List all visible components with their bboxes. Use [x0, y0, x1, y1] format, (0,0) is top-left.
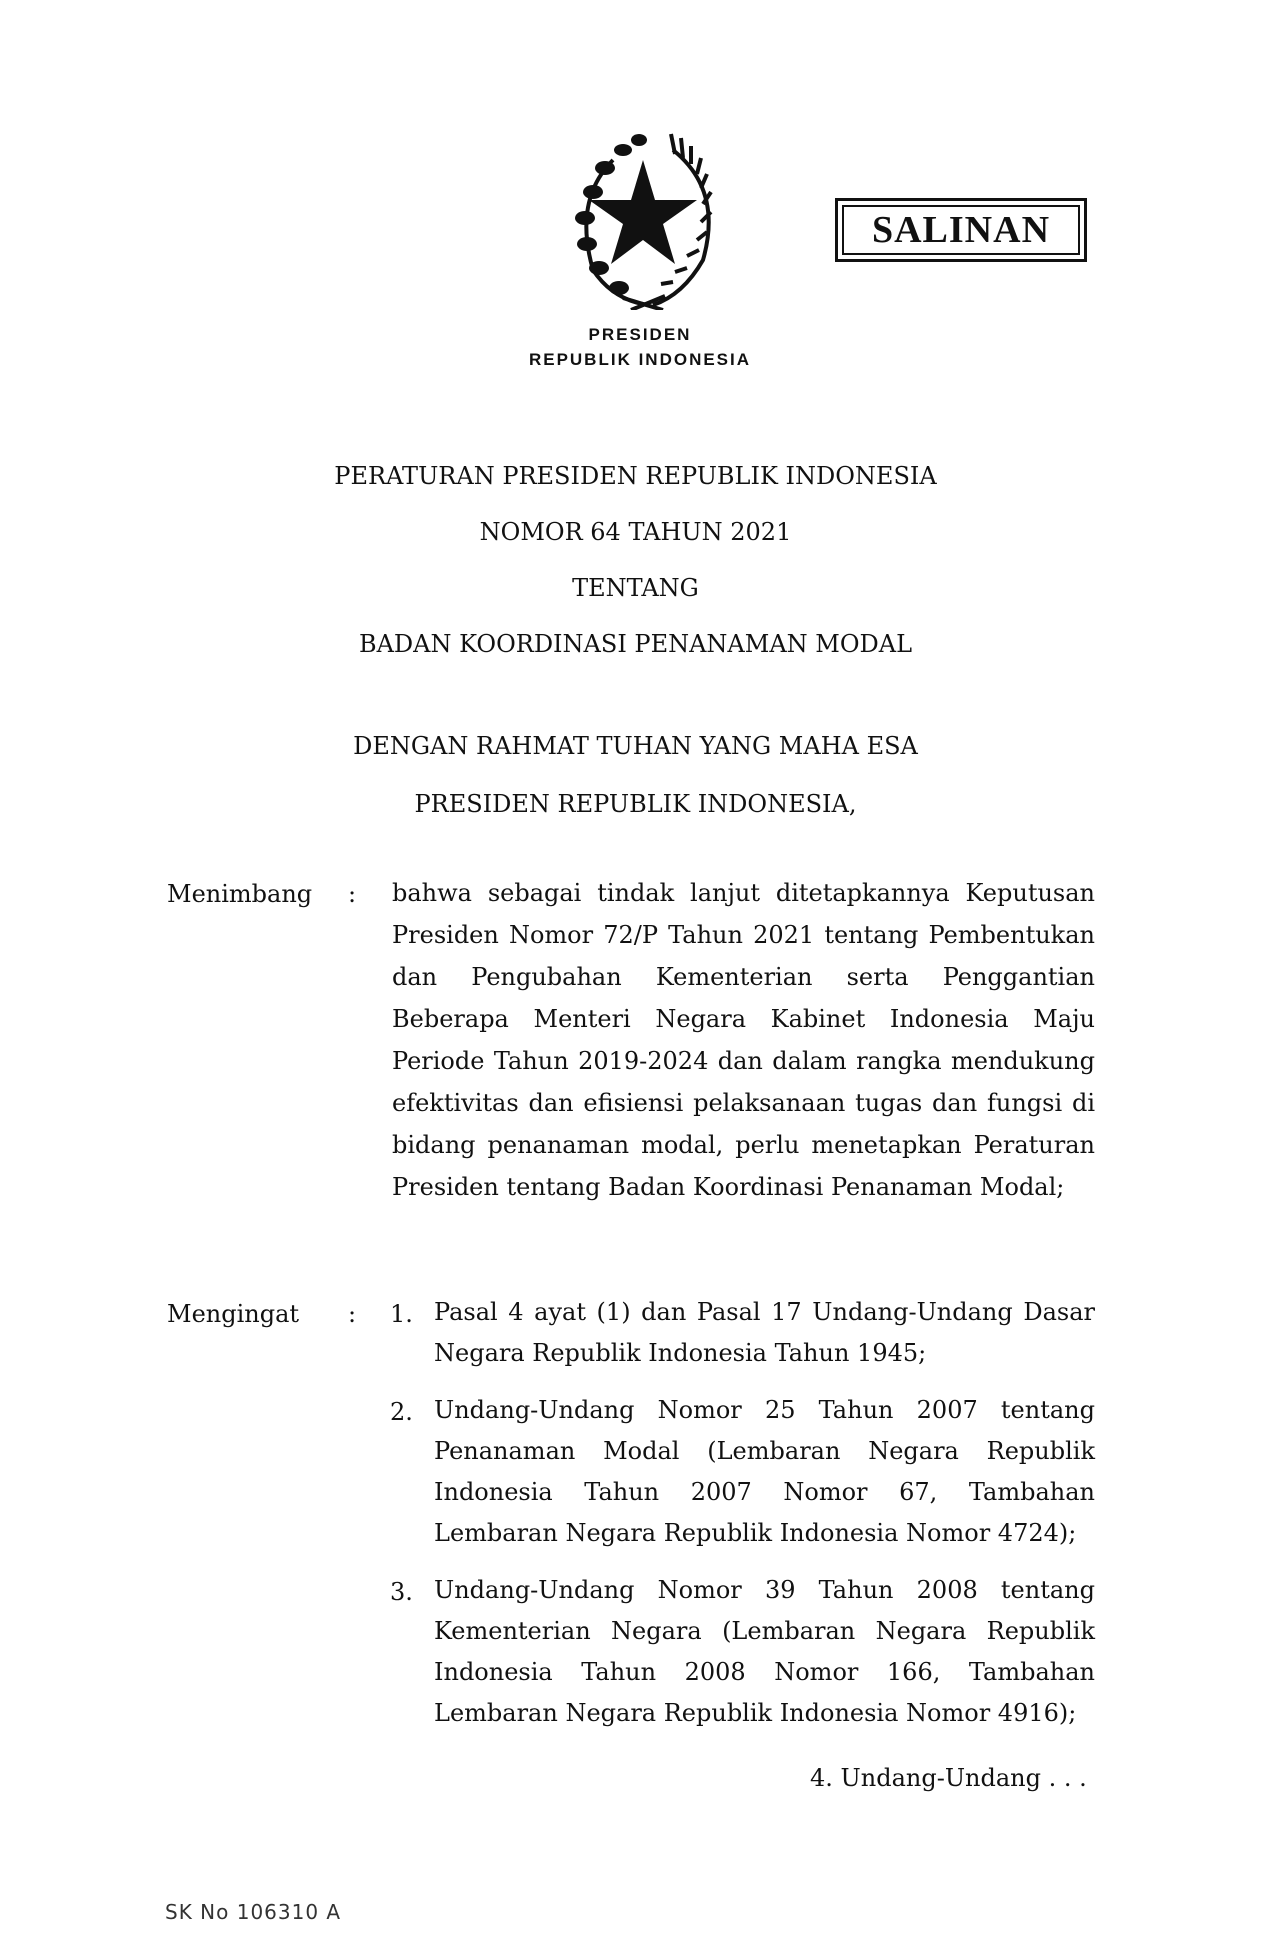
regulation-number: NOMOR 64 TAHUN 2021	[479, 518, 792, 546]
mengingat-item-text: Pasal 4 ayat (1) dan Pasal 17 Undang-Undang Dasar Negara Republik Indonesia Tahun 1945;	[434, 1298, 1095, 1367]
mengingat-colon: :	[348, 1300, 357, 1328]
mengingat-item-text: Undang-Undang Nomor 39 Tahun 2008 tentang Kementerian Negara (Lembaran Negara Republik Indonesia Tahun 2008 Nomor 166, Tambahan Lembaran Negara Republik Indonesia Nomor 4916);	[434, 1576, 1095, 1727]
regulation-title: PERATURAN PRESIDEN REPUBLIK INDONESIA	[334, 462, 937, 490]
menimbang-text: bahwa sebagai tindak lanjut ditetapkannya Keputusan Presiden Nomor 72/P Tahun 2021 tentang Pembentukan dan Pengubahan Kementerian serta Penggantian Beberapa Menteri Negara Kabinet Indonesia Maju Periode Tahun 2019-2024 dan dalam rangka mendukung efektivitas dan efisiensi pelaksanaan tugas dan fungsi di bidang penanaman modal, perlu menetapkan Peraturan Presiden tentang Badan Koordinasi Penanaman Modal;	[392, 879, 1095, 1201]
mengingat-item-number: 2.	[390, 1398, 413, 1426]
invocation-line: DENGAN RAHMAT TUHAN YANG MAHA ESA	[353, 732, 918, 760]
document-code: SK No 106310 A	[165, 1900, 342, 1924]
menimbang-colon: :	[348, 880, 357, 908]
emblem-caption-line2: REPUBLIK INDONESIA	[528, 350, 752, 369]
emblem-caption-line1: PRESIDEN	[588, 325, 692, 344]
menimbang-label: Menimbang	[167, 880, 313, 908]
mengingat-label: Mengingat	[167, 1300, 300, 1328]
regulation-subject: BADAN KOORDINASI PENANAMAN MODAL	[358, 630, 913, 658]
salinan-stamp-text: SALINAN	[842, 205, 1080, 255]
garuda-star-emblem-icon	[553, 120, 731, 310]
mengingat-item-number: 3.	[390, 1578, 413, 1606]
continuation-marker: 4. Undang-Undang . . .	[810, 1764, 1087, 1792]
president-heading: PRESIDEN REPUBLIK INDONESIA,	[414, 790, 857, 818]
salinan-stamp	[835, 198, 1087, 262]
mengingat-item-number: 1.	[390, 1300, 413, 1328]
regulation-tentang: TENTANG	[572, 574, 699, 602]
mengingat-item-text: Undang-Undang Nomor 25 Tahun 2007 tentang Penanaman Modal (Lembaran Negara Republik Indonesia Tahun 2007 Nomor 67, Tambahan Lembaran Negara Republik Indonesia Nomor 4724);	[434, 1396, 1095, 1547]
